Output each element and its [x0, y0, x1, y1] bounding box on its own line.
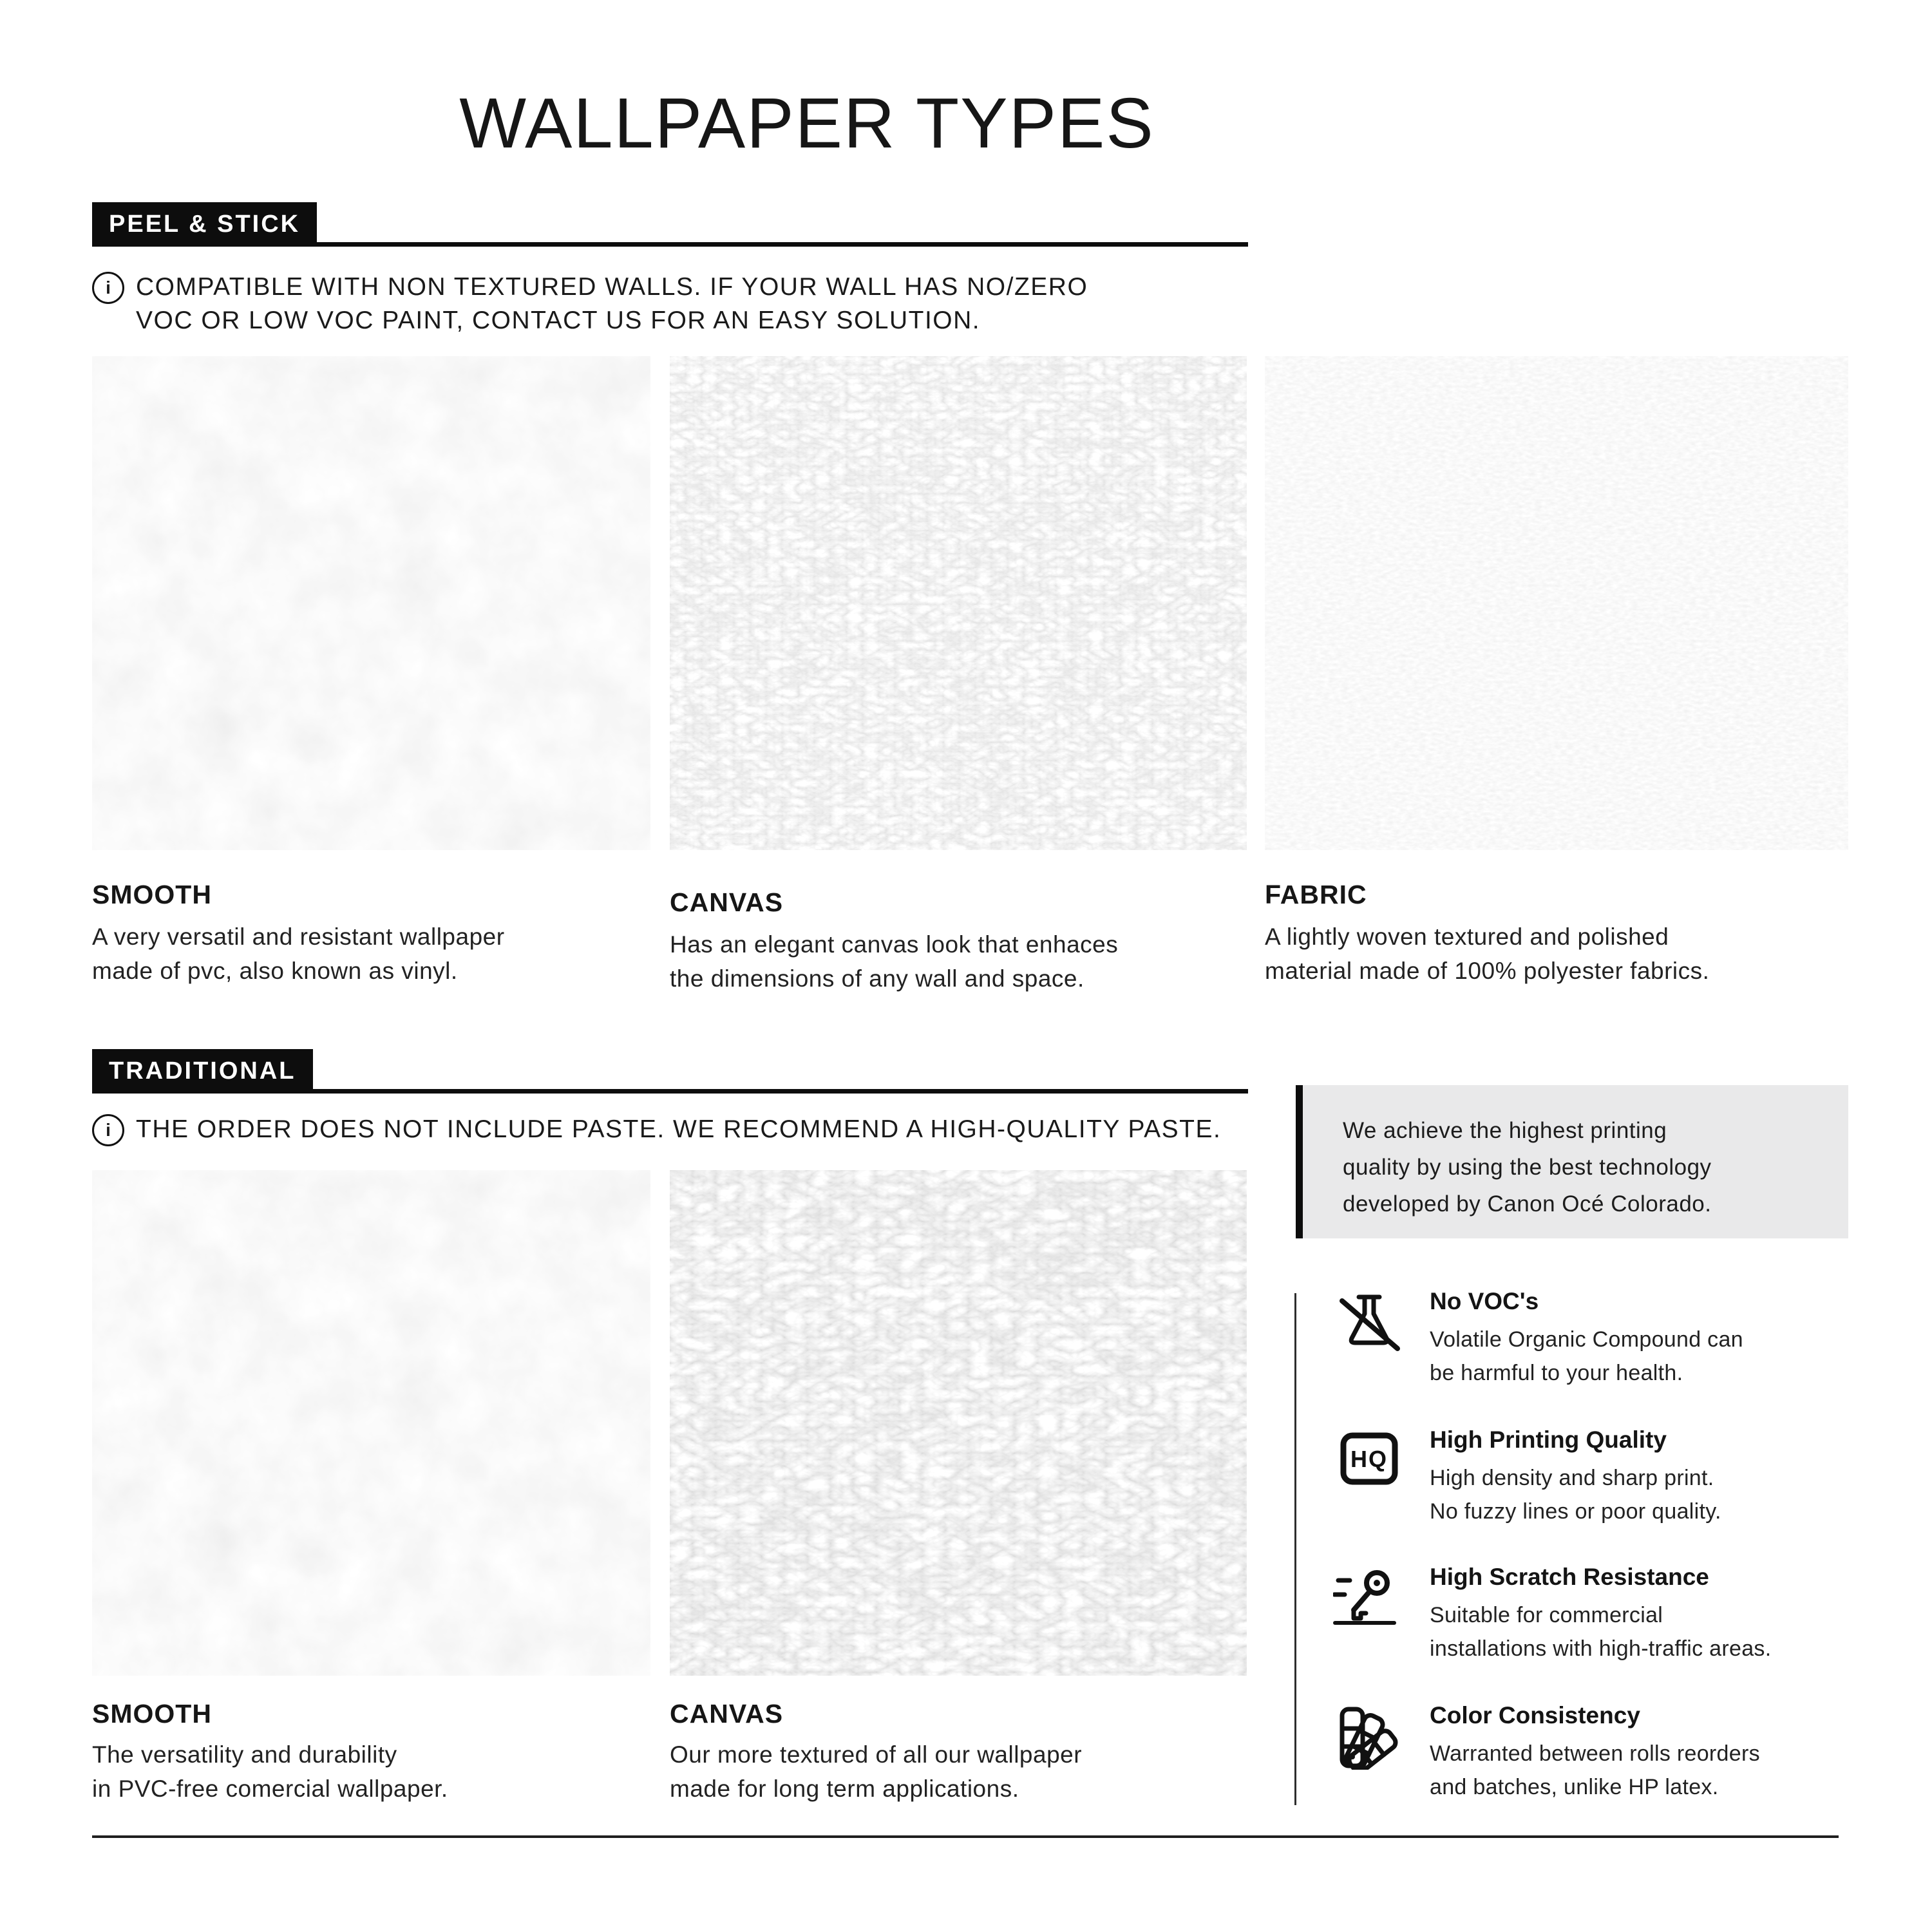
swatch-image-smooth-traditional: [92, 1170, 650, 1676]
traditional-note-text: [136, 1113, 1221, 1146]
feature-desc-line: be harmful to your health.: [1430, 1361, 1683, 1385]
feature-desc-line: Warranted between rolls reorders: [1430, 1741, 1760, 1766]
feature-title: High Scratch Resistance: [1430, 1564, 1709, 1590]
smooth-texture: [92, 356, 650, 850]
peel-stick-section-label: PEEL & STICK: [92, 202, 317, 247]
color-swatches-icon: [1337, 1705, 1401, 1770]
desc-line: made of pvc, also known as vinyl.: [92, 958, 458, 984]
desc-line: A lightly woven textured and polished: [1265, 923, 1669, 950]
swatch-name-smooth-traditional: SMOOTH: [92, 1699, 212, 1728]
feature-title: Color Consistency: [1430, 1702, 1640, 1728]
swatch-desc-smooth: [92, 920, 505, 988]
swatch-desc-canvas-traditional: [670, 1738, 1082, 1806]
swatch-desc-fabric: [1265, 920, 1709, 988]
fabric-texture: [1265, 356, 1848, 850]
quality-line: quality by using the best technology: [1343, 1155, 1712, 1180]
swatch-name-fabric: FABRIC: [1265, 880, 1367, 909]
peel-stick-note: [92, 270, 1088, 337]
quality-line: developed by Canon Océ Colorado.: [1343, 1191, 1712, 1217]
peel-stick-note-text: [136, 270, 1088, 337]
feature-color-consistency: [1430, 1702, 1760, 1804]
feature-high-printing-quality: [1430, 1426, 1721, 1528]
feature-title: High Printing Quality: [1430, 1426, 1667, 1453]
quality-line: We achieve the highest printing: [1343, 1118, 1667, 1143]
key-scratch-icon: [1333, 1561, 1397, 1625]
info-icon: [92, 272, 124, 304]
feature-no-voc: [1430, 1288, 1743, 1390]
feature-description: [1430, 1737, 1760, 1804]
feature-high-scratch-resistance: [1430, 1564, 1771, 1665]
no-voc-flask-icon: [1337, 1289, 1401, 1354]
desc-line: A very versatil and resistant wallpaper: [92, 923, 505, 950]
traditional-section-label: TRADITIONAL: [92, 1049, 313, 1094]
hq-badge-icon: [1337, 1426, 1401, 1491]
swatch-image-canvas-traditional: [670, 1170, 1247, 1676]
note-line: VOC OR LOW VOC PAINT, CONTACT US FOR AN EASY SOLUTION.: [136, 307, 981, 334]
bottom-divider-line: [92, 1835, 1839, 1838]
swatch-image-fabric: [1265, 356, 1848, 850]
desc-line: The versatility and durability: [92, 1741, 397, 1768]
desc-line: Has an elegant canvas look that enhaces: [670, 931, 1119, 958]
feature-desc-line: No fuzzy lines or poor quality.: [1430, 1499, 1721, 1524]
page-title: WALLPAPER TYPES: [459, 84, 1155, 163]
swatch-desc-smooth-traditional: [92, 1738, 448, 1806]
swatch-desc-canvas: [670, 927, 1118, 996]
swatch-image-smooth: [92, 356, 650, 850]
note-line: COMPATIBLE WITH NON TEXTURED WALLS. IF YOUR WALL HAS NO/ZERO: [136, 273, 1088, 301]
info-icon: [92, 1114, 124, 1146]
feature-description: [1430, 1323, 1743, 1390]
desc-line: made for long term applications.: [670, 1776, 1019, 1802]
desc-line: the dimensions of any wall and space.: [670, 965, 1084, 992]
desc-line: material made of 100% polyester fabrics.: [1265, 958, 1710, 984]
feature-description: [1430, 1461, 1721, 1528]
callout-accent-bar: [1296, 1085, 1303, 1238]
feature-desc-line: and batches, unlike HP latex.: [1430, 1775, 1719, 1799]
traditional-note: [92, 1113, 1221, 1146]
feature-desc-line: Suitable for commercial: [1430, 1603, 1663, 1627]
canvas-texture: [670, 356, 1247, 850]
desc-line: in PVC-free comercial wallpaper.: [92, 1776, 448, 1802]
feature-description: [1430, 1598, 1771, 1665]
printing-quality-callout: [1296, 1085, 1848, 1238]
svg-text:HQ: HQ: [1350, 1446, 1388, 1472]
note-line: THE ORDER DOES NOT INCLUDE PASTE. WE RECOMMEND A HIGH-QUALITY PASTE.: [136, 1115, 1222, 1143]
coarse-canvas-texture: [670, 1170, 1247, 1676]
swatch-name-canvas-traditional: CANVAS: [670, 1699, 784, 1728]
features-divider-line: [1294, 1293, 1296, 1805]
feature-title: No VOC's: [1430, 1288, 1539, 1314]
smooth-texture: [92, 1170, 650, 1676]
feature-desc-line: High density and sharp print.: [1430, 1466, 1714, 1490]
swatch-name-smooth: SMOOTH: [92, 880, 212, 909]
feature-desc-line: installations with high-traffic areas.: [1430, 1636, 1772, 1661]
swatch-image-canvas: [670, 356, 1247, 850]
printing-quality-text: [1296, 1085, 1712, 1238]
feature-desc-line: Volatile Organic Compound can: [1430, 1327, 1743, 1352]
swatch-name-canvas: CANVAS: [670, 887, 784, 917]
desc-line: Our more textured of all our wallpaper: [670, 1741, 1083, 1768]
